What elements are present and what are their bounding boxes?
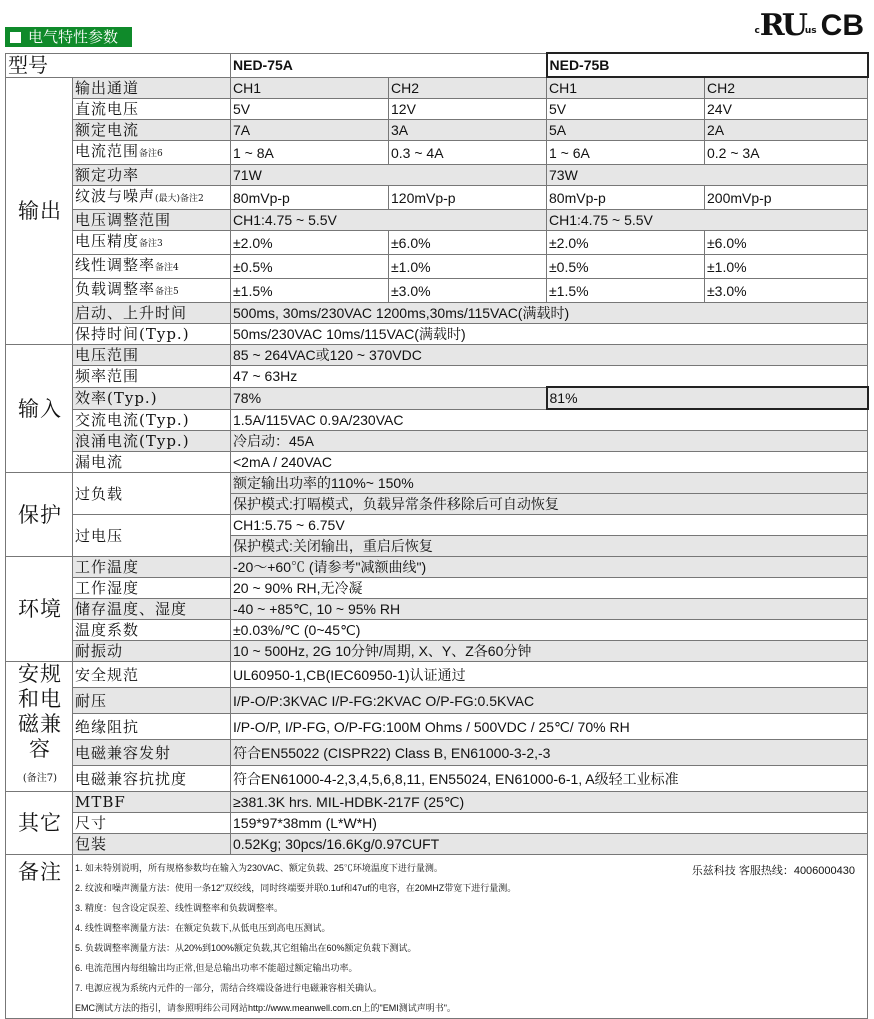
cell-value: 0.3 ~ 4A — [389, 141, 547, 165]
cert-us-mark: us — [804, 26, 817, 36]
cell-value: 159*97*38mm (L*W*H) — [231, 813, 868, 834]
category-remarks: 备注 — [6, 855, 73, 1019]
table-row — [6, 662, 868, 688]
cell-value: CH2 — [705, 77, 868, 99]
cell-value: ±0.03%/℃ (0~45℃) — [231, 620, 868, 641]
table-row — [6, 141, 868, 165]
row-label-note: (最大)备注2 — [155, 194, 204, 204]
row-label-text: 纹波与噪声 — [75, 187, 156, 205]
cell-value: ±6.0% — [705, 231, 868, 255]
row-label-note: 备注3 — [139, 239, 163, 249]
cell-value: 3A — [389, 120, 547, 141]
cell-value: 1.5A/115VAC 0.9A/230VAC — [231, 409, 868, 431]
remarks-row — [6, 855, 868, 1019]
remark-line: 7. 电源应视为系统内元件的一部分，需结合终端设备进行电磁兼容相关确认。 — [75, 983, 383, 993]
table-row — [6, 366, 868, 388]
cell-value: ±1.0% — [705, 255, 868, 279]
category-safety-emc-note: (备注7) — [22, 773, 58, 784]
table-row — [6, 792, 868, 813]
row-label-note: 备注6 — [139, 149, 163, 159]
row-label-text: 电流范围 — [75, 142, 140, 160]
row-label-note: 备注5 — [155, 287, 179, 297]
table-row — [6, 714, 868, 740]
category-protection: 保护 — [6, 473, 73, 557]
remark-line: 6. 电流范围内每组输出均正常,但是总输出功率不能超过额定输出功率。 — [75, 963, 358, 973]
cell-value: ±2.0% — [547, 231, 705, 255]
row-label: 保持时间(Typ.) — [73, 324, 231, 345]
cell-value: CH1:4.75 ~ 5.5V — [231, 210, 547, 231]
row-label: 电磁兼容抗扰度 — [73, 766, 231, 792]
cell-value: CH1:5.75 ~ 6.75V — [231, 515, 868, 536]
ul-ru-logo: RU — [759, 8, 805, 43]
model-row — [6, 53, 868, 77]
table-row — [6, 255, 868, 279]
row-label — [73, 255, 231, 279]
cell-value: -20～+60℃ (请参考"减额曲线") — [231, 557, 868, 578]
cell-value: ±0.5% — [547, 255, 705, 279]
model-a: NED-75A — [231, 53, 547, 77]
category-input: 输入 — [6, 345, 73, 473]
cell-value: 200mVp-p — [705, 186, 868, 210]
table-row — [6, 165, 868, 186]
cell-value: ±2.0% — [231, 231, 389, 255]
row-label: 耐压 — [73, 688, 231, 714]
cell-value: 120mVp-p — [389, 186, 547, 210]
row-label: 效率(Typ.) — [73, 387, 231, 409]
cell-value: ≥381.3K hrs. MIL-HDBK-217F (25℃) — [231, 792, 868, 813]
table-row — [6, 77, 868, 99]
row-label: 直流电压 — [73, 99, 231, 120]
section-header-badge — [5, 27, 132, 47]
cell-value: 71W — [231, 165, 547, 186]
cell-value: 额定输出功率的110%~ 150% — [231, 473, 868, 494]
cell-value: 5V — [231, 99, 389, 120]
table-row — [6, 387, 868, 409]
cell-value: 保护模式:关闭输出，重启后恢复 — [231, 536, 868, 557]
table-row — [6, 473, 868, 494]
row-label: 电压调整范围 — [73, 210, 231, 231]
table-row — [6, 345, 868, 366]
cell-value: ±3.0% — [389, 279, 547, 303]
cell-value: 500ms, 30ms/230VAC 1200ms,30ms/115VAC(满载时) — [231, 303, 868, 324]
cell-value: CH1 — [231, 77, 389, 99]
table-row — [6, 409, 868, 431]
cell-value: 5A — [547, 120, 705, 141]
cell-value: 7A — [231, 120, 389, 141]
row-label — [73, 231, 231, 255]
square-icon — [10, 32, 21, 43]
cell-value: 符合EN61000-4-2,3,4,5,6,8,11, EN55024, EN61000-6-1, A级轻工业标准 — [231, 766, 868, 792]
cell-value: 10 ~ 500Hz, 2G 10分钟/周期, X、Y、Z各60分钟 — [231, 641, 868, 662]
category-output: 输出 — [6, 77, 73, 345]
cell-value: 20 ~ 90% RH,无冷凝 — [231, 578, 868, 599]
table-row — [6, 578, 868, 599]
table-row — [6, 557, 868, 578]
row-label-text: 线性调整率 — [75, 256, 156, 274]
remark-line: EMC测试方法的指引，请参照明纬公司网站http://www.meanwell.com.cn上的"EMI测试声明书"。 — [75, 1003, 456, 1013]
row-label: 额定电流 — [73, 120, 231, 141]
table-row — [6, 99, 868, 120]
cell-value: 0.2 ~ 3A — [705, 141, 868, 165]
table-row — [6, 324, 868, 345]
table-row — [6, 186, 868, 210]
row-label — [73, 186, 231, 210]
row-label: 过负载 — [73, 473, 231, 515]
row-label: 储存温度、湿度 — [73, 599, 231, 620]
table-row — [6, 641, 868, 662]
cell-value: -40 ~ +85℃, 10 ~ 95% RH — [231, 599, 868, 620]
cell-value: 保护模式:打嗝模式，负载异常条件移除后可自动恢复 — [231, 494, 868, 515]
table-row — [6, 688, 868, 714]
cell-value: I/P-O/P:3KVAC I/P-FG:2KVAC O/P-FG:0.5KVAC — [231, 688, 868, 714]
row-label: 工作温度 — [73, 557, 231, 578]
row-label: 输出通道 — [73, 77, 231, 99]
cell-value: 81% — [547, 387, 868, 409]
cell-value: UL60950-1,CB(IEC60950-1)认证通过 — [231, 662, 868, 688]
row-label — [73, 141, 231, 165]
category-safety-emc — [6, 662, 73, 792]
row-label: 包装 — [73, 834, 231, 855]
cell-value: 85 ~ 264VAC或120 ~ 370VDC — [231, 345, 868, 366]
cell-value: CH2 — [389, 77, 547, 99]
row-label: MTBF — [73, 792, 231, 813]
row-label: 电磁兼容发射 — [73, 740, 231, 766]
row-label — [73, 279, 231, 303]
table-row — [6, 210, 868, 231]
cell-value: 1 ~ 8A — [231, 141, 389, 165]
cell-value: 1 ~ 6A — [547, 141, 705, 165]
row-label-text: 负载调整率 — [75, 280, 156, 298]
row-label: 尺寸 — [73, 813, 231, 834]
cell-value: 78% — [231, 387, 547, 409]
cell-value: 73W — [547, 165, 868, 186]
row-label: 工作湿度 — [73, 578, 231, 599]
cell-value: ±1.5% — [231, 279, 389, 303]
cell-value: 80mVp-p — [231, 186, 389, 210]
table-row — [6, 599, 868, 620]
table-row — [6, 431, 868, 452]
cell-value: 冷启动：45A — [231, 431, 868, 452]
category-safety-emc-text: 安规和电磁兼容 — [18, 662, 62, 761]
table-row — [6, 231, 868, 255]
table-row — [6, 515, 868, 536]
row-label: 漏电流 — [73, 452, 231, 473]
cell-value: <2mA / 240VAC — [231, 452, 868, 473]
row-label-text: 电压精度 — [75, 232, 140, 250]
row-label: 安全规范 — [73, 662, 231, 688]
category-environment: 环境 — [6, 557, 73, 662]
category-others: 其它 — [6, 792, 73, 855]
customer-hotline: 乐兹科技 客服热线：4006000430 — [691, 865, 855, 877]
table-row — [6, 834, 868, 855]
table-row — [6, 620, 868, 641]
cell-value: 50ms/230VAC 10ms/115VAC(满载时) — [231, 324, 868, 345]
remark-line: 2. 纹波和噪声测量方法：使用一条12"双绞线，同时终端要并联0.1uf和47uf的电容，在20MHZ带宽下进行量测。 — [75, 883, 517, 893]
remark-line: 3. 精度：包含设定误差、线性调整率和负载调整率。 — [75, 903, 284, 913]
row-label: 耐振动 — [73, 641, 231, 662]
table-row — [6, 279, 868, 303]
cell-value: I/P-O/P, I/P-FG, O/P-FG:100M Ohms / 500VDC / 25℃/ 70% RH — [231, 714, 868, 740]
cell-value: 0.52Kg; 30pcs/16.6Kg/0.97CUFT — [231, 834, 868, 855]
row-label: 交流电流(Typ.) — [73, 409, 231, 431]
cell-value: 24V — [705, 99, 868, 120]
row-label: 电压范围 — [73, 345, 231, 366]
table-row — [6, 740, 868, 766]
remarks-body — [73, 855, 868, 1019]
section-header-label: 电气特性参数 — [28, 28, 119, 46]
certification-logos — [754, 8, 864, 42]
table-row — [6, 766, 868, 792]
model-b: NED-75B — [547, 53, 868, 77]
row-label: 过电压 — [73, 515, 231, 557]
spec-table — [5, 52, 869, 1019]
table-row — [6, 120, 868, 141]
cell-value: 5V — [547, 99, 705, 120]
row-label: 绝缘阻抗 — [73, 714, 231, 740]
cell-value: 2A — [705, 120, 868, 141]
row-label: 浪涌电流(Typ.) — [73, 431, 231, 452]
cell-value: ±1.0% — [389, 255, 547, 279]
cell-value: 80mVp-p — [547, 186, 705, 210]
cell-value: ±3.0% — [705, 279, 868, 303]
remark-line: 4. 线性调整率测量方法：在额定负载下,从低电压到高电压测试。 — [75, 923, 331, 933]
cell-value: 符合EN55022 (CISPR22) Class B, EN61000-3-2,-3 — [231, 740, 868, 766]
cell-value: ±0.5% — [231, 255, 389, 279]
cell-value: ±6.0% — [389, 231, 547, 255]
table-row — [6, 303, 868, 324]
row-label: 温度系数 — [73, 620, 231, 641]
cell-value: CH1:4.75 ~ 5.5V — [547, 210, 868, 231]
cell-value: CH1 — [547, 77, 705, 99]
table-row — [6, 452, 868, 473]
row-label-note: 备注4 — [155, 263, 179, 273]
row-label: 频率范围 — [73, 366, 231, 388]
cell-value: 47 ~ 63Hz — [231, 366, 868, 388]
row-label: 额定功率 — [73, 165, 231, 186]
remark-line: 1. 如未特别说明，所有规格参数均在输入为230VAC、额定负载、25℃环境温度下进行量测。 — [75, 863, 443, 873]
remark-line: 5. 负载调整率测量方法：从20%到100%额定负载,其它组输出在60%额定负载下测试。 — [75, 943, 417, 953]
row-label: 启动、上升时间 — [73, 303, 231, 324]
model-title: 型号 — [6, 53, 231, 77]
cb-logo: CB — [820, 9, 864, 42]
cell-value: ±1.5% — [547, 279, 705, 303]
cert-c-mark: c — [754, 26, 760, 36]
table-row — [6, 813, 868, 834]
cell-value: 12V — [389, 99, 547, 120]
